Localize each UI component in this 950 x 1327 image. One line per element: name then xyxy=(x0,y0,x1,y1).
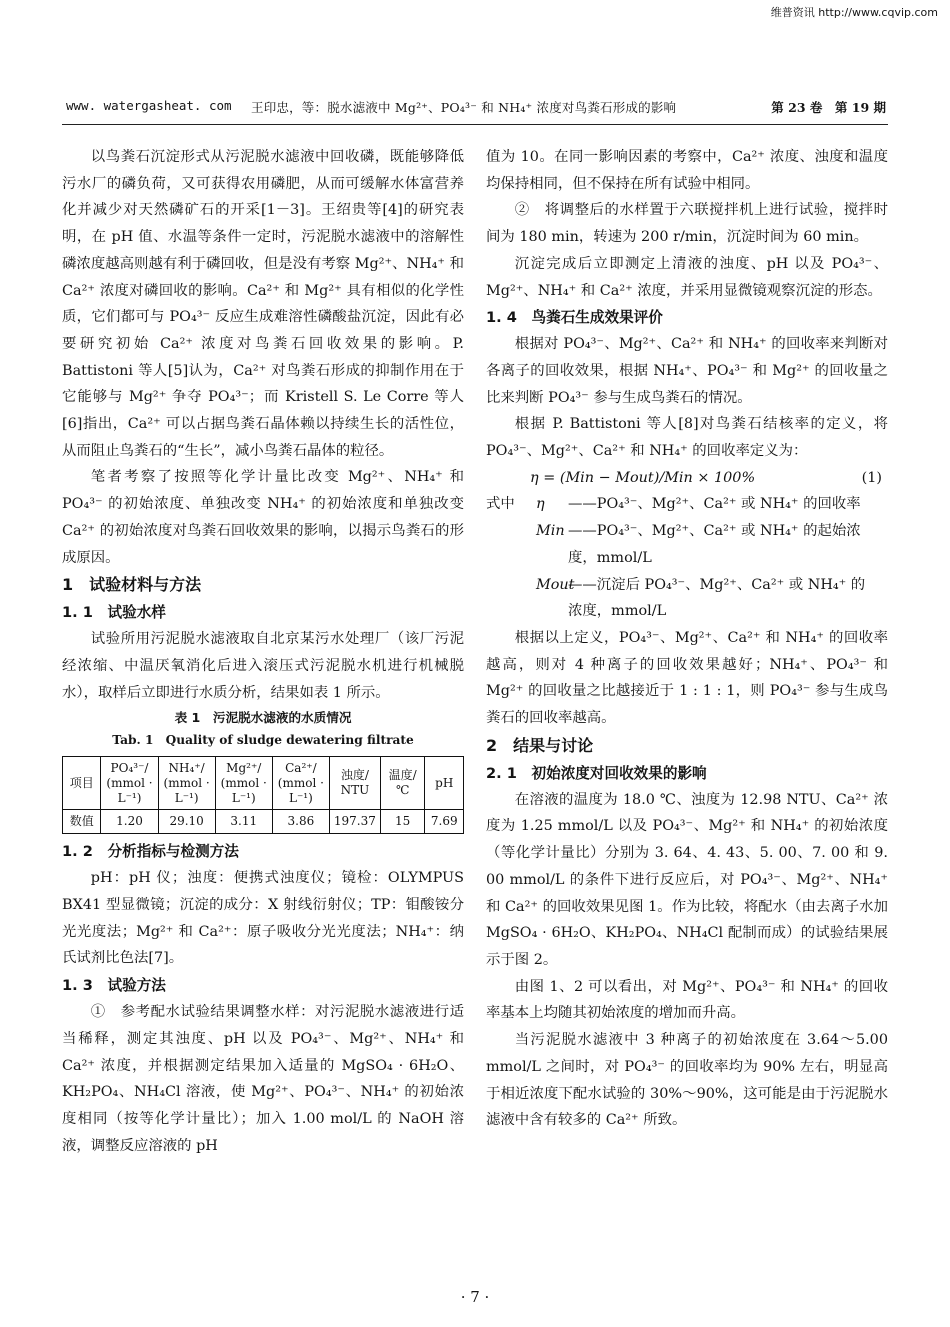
left-column xyxy=(62,144,464,1159)
definition-eta xyxy=(486,491,888,518)
procedure-step-1: ① 参考配水试验结果调整水样：对污泥脱水滤液进行适当稀释，测定其浊度、pH 以及 PO₄³⁻、Mg²⁺、NH₄⁺ 和 Ca²⁺ 浓度，并根据测定结果加入适量的 MgSO₄ · 6H₂O、KH₂PO₄、NH₄Cl 溶液，使 Mg²⁺、PO₄³⁻、NH₄⁺ 的初始浓度相同（按等化学计量比）；加入 1.00 mol/L 的 NaOH 溶液，调整反应溶液的 pH xyxy=(62,1004,464,1154)
subsection-heading-1-4: 1. 4 鸟粪石生成效果评价 xyxy=(486,309,663,327)
intro-paragraph: 以鸟粪石沉淀形式从污泥脱水滤液中回收磷，既能够降低污水厂的磷负荷，又可获得农用磷肥，从而可缓解水体富营养化并减少对天然磷矿石的开采[1－3]。王绍贵等[4]的研究表明，在 pH 值、水温等条件一定时，污泥脱水滤液中的溶解性磷浓度越高则越有利于磷回收，但是没有考察 Mg²⁺、NH₄⁺ 和 Ca²⁺ 浓度对磷回收的影响。Ca²⁺ 和 Mg²⁺ 具有相似的化学性质，它们都可与 PO₄³⁻ 反应生成难溶性磷酸盐沉淀，因此有必要研究初始 Ca²⁺ 浓度对鸟粪石回收效果的影响。P. Battistoni 等人[5]认为，Ca²⁺ 对鸟粪石形成的抑制作用在于它能够与 Mg²⁺ 争夺 PO₄³⁻；而 Kristell S. Le Corre 等人[6]指出，Ca²⁺ 可以占据鸟粪石晶体赖以持续生长的活性位，从而阻止鸟粪石的“生长”，减小鸟粪石晶体的粒径。 xyxy=(62,149,464,459)
definition-text: ——PO₄³⁻、Mg²⁺、Ca²⁺ 或 NH₄⁺ 的起始浓 xyxy=(568,523,861,540)
symbol-mout: Mout xyxy=(536,576,575,593)
table-header-cell: PO₄³⁻/ (mmol · L⁻¹) xyxy=(101,757,158,810)
definition-mout-cont xyxy=(486,598,888,625)
definition-lead: 式中 xyxy=(486,496,515,513)
definition-text: 浓度，mmol/L xyxy=(568,603,667,620)
journal-site[interactable]: www. watergasheat. com xyxy=(66,98,232,113)
ratio-paragraph: 根据以上定义，PO₄³⁻、Mg²⁺、Ca²⁺ 和 NH₄⁺ 的回收率越高，则对 4 种离子的回收效果越好；NH₄⁺、PO₄³⁻ 和 Mg²⁺ 的回收量之比越接近于 1 : 1 : 1，则 PO₄³⁻ 参与生成鸟粪石的回收率越高。 xyxy=(486,629,888,727)
methods-paragraph: pH：pH 仪；浊度：便携式浊度仪；镜检：OLYMPUS BX41 型显微镜；沉淀的成分：X 射线衍射仪；TP：钼酸铵分光光度法；Mg²⁺ 和 Ca²⁺：原子吸收分光光度法；NH₄⁺：纳氏试剂比色法[7]。 xyxy=(62,870,464,967)
definition-text: 度，mmol/L xyxy=(568,549,652,566)
table-header-row xyxy=(63,757,464,810)
water-quality-table xyxy=(62,756,464,834)
symbol-min: Min xyxy=(536,523,565,540)
subsection-heading-1-2: 1. 2 分析指标与检测方法 xyxy=(62,843,239,861)
running-title: 王印忠，等：脱水滤液中 Mg²⁺、PO₄³⁻ 和 NH₄⁺ 浓度对鸟粪石形成的影响 xyxy=(251,100,677,115)
table-cell: 15 xyxy=(380,810,425,834)
definition-mout xyxy=(486,572,888,599)
equation-number: (1) xyxy=(861,469,882,486)
running-header xyxy=(66,98,886,118)
subsection-heading-1-1: 1. 1 试验水样 xyxy=(62,604,166,622)
table-caption-cn: 表 1 污泥脱水滤液的水质情况 xyxy=(174,710,352,726)
procedure-step-2: ② 将调整后的水样置于六联搅拌机上进行试验，搅拌时间为 180 min，转速为 200 r/min，沉淀时间为 60 min。 xyxy=(486,202,888,246)
table-cell: 3.11 xyxy=(215,810,272,834)
subsection-heading-2-1: 2. 1 初始浓度对回收效果的影响 xyxy=(486,764,707,782)
table-cell: 197.37 xyxy=(329,810,380,834)
page-number: · 7 · xyxy=(460,1288,490,1306)
sample-paragraph: 试验所用污泥脱水滤液取自北京某污水处理厂（该厂污泥经浓缩、中温厌氧消化后进入滚压式污泥脱水机进行机械脱水），取样后立即进行水质分析，结果如表 1 所示。 xyxy=(62,631,464,701)
measurement-paragraph: 沉淀完成后立即测定上清液的浊度、pH 以及 PO₄³⁻、Mg²⁺、NH₄⁺ 和 Ca²⁺ 浓度，并采用显微镜观察沉淀的形态。 xyxy=(486,255,888,299)
definition-intro: 根据 P. Battistoni 等人[8]对鸟粪石结核率的定义，将 PO₄³⁻、Mg²⁺、Ca²⁺ 和 NH₄⁺ 的回收率定义为： xyxy=(486,416,888,460)
aim-paragraph: 笔者考察了按照等化学计量比改变 Mg²⁺、NH₄⁺ 和 PO₄³⁻ 的初始浓度、单独改变 NH₄⁺ 的初始浓度和单独改变 Ca²⁺ 的初始浓度对鸟粪石回收效果的影响，以揭示鸟粪石的形成原因。 xyxy=(62,469,464,566)
comparison-paragraph: 当污泥脱水滤液中 3 种离子的初始浓度在 3.64～5.00 mmol/L 之间时，对 PO₄³⁻ 的回收率均为 90% 左右，明显高于相近浓度下配水试验的 30%～90%，这可能是由于污泥脱水滤液中含有较多的 Ca²⁺ 所致。 xyxy=(486,1032,888,1129)
definition-text: ——沉淀后 PO₄³⁻、Mg²⁺、Ca²⁺ 或 NH₄⁺ 的 xyxy=(568,576,866,593)
table-row xyxy=(63,810,464,834)
header-rule xyxy=(62,124,888,125)
continued-paragraph: 值为 10。在同一影响因素的考察中，Ca²⁺ 浓度、浊度和温度均保持相同，但不保持在所有试验中相同。 xyxy=(486,149,888,192)
table-header-cell: 温度/ ℃ xyxy=(380,757,425,810)
section-heading-1: 1 试验材料与方法 xyxy=(62,575,202,595)
table-header-cell: Ca²⁺/ (mmol · L⁻¹) xyxy=(272,757,329,810)
table-cell: 7.69 xyxy=(425,810,464,834)
subsection-heading-1-3: 1. 3 试验方法 xyxy=(62,977,166,995)
table-header-cell: pH xyxy=(425,757,464,810)
trend-paragraph: 由图 1、2 可以看出，对 Mg²⁺、PO₄³⁻ 和 NH₄⁺ 的回收率基本上均随其初始浓度的增加而升高。 xyxy=(486,978,888,1022)
table-caption-en: Tab. 1 Quality of sludge dewatering filtrate xyxy=(112,733,414,748)
definition-min-cont xyxy=(486,545,888,572)
table-header-cell: 项目 xyxy=(63,757,101,810)
table-header-cell: 浊度/ NTU xyxy=(329,757,380,810)
table-cell: 1.20 xyxy=(101,810,158,834)
equation-1 xyxy=(486,465,888,492)
table-cell: 3.86 xyxy=(272,810,329,834)
evaluation-paragraph: 根据对 PO₄³⁻、Mg²⁺、Ca²⁺ 和 NH₄⁺ 的回收率来判断对各离子的回收效果，根据 NH₄⁺、PO₄³⁻ 和 Mg²⁺ 的回收量之比来判断 PO₄³⁻ 参与生成鸟粪石的情况。 xyxy=(486,336,888,406)
definition-text: ——PO₄³⁻、Mg²⁺、Ca²⁺ 或 NH₄⁺ 的回收率 xyxy=(568,496,861,513)
section-heading-2: 2 结果与讨论 xyxy=(486,735,594,755)
table-cell: 29.10 xyxy=(158,810,215,834)
equation-formula: η = (Min − Mout)/Min × 100% xyxy=(530,469,756,486)
symbol-eta: η xyxy=(536,496,545,513)
table-header-cell: NH₄⁺/ (mmol · L⁻¹) xyxy=(158,757,215,810)
table-header-cell: Mg²⁺/ (mmol · L⁻¹) xyxy=(215,757,272,810)
results-paragraph: 在溶液的温度为 18.0 ℃、浊度为 12.98 NTU、Ca²⁺ 浓度为 1.25 mmol/L 以及 PO₄³⁻、Mg²⁺ 和 NH₄⁺ 的初始浓度（等化学计量比）分别为 3. 64、4. 43、5. 00、7. 00 和 9. 00 mmol/L 的条件下进行反应后，对 PO₄³⁻、Mg²⁺、NH₄⁺ 和 Ca²⁺ 的回收效果见图 1。作为比较，将配水（由去离子水加 MgSO₄ · 6H₂O、KH₂PO₄、NH₄Cl 配制而成）的试验结果展示于图 2。 xyxy=(486,791,888,968)
table-cell: 数值 xyxy=(63,810,101,834)
volume-issue: 第 23 卷 第 19 期 xyxy=(771,100,886,115)
definition-min xyxy=(486,518,888,545)
watermark: 维普资讯 http://www.cqvip.com xyxy=(770,6,938,19)
right-column xyxy=(486,144,888,1134)
